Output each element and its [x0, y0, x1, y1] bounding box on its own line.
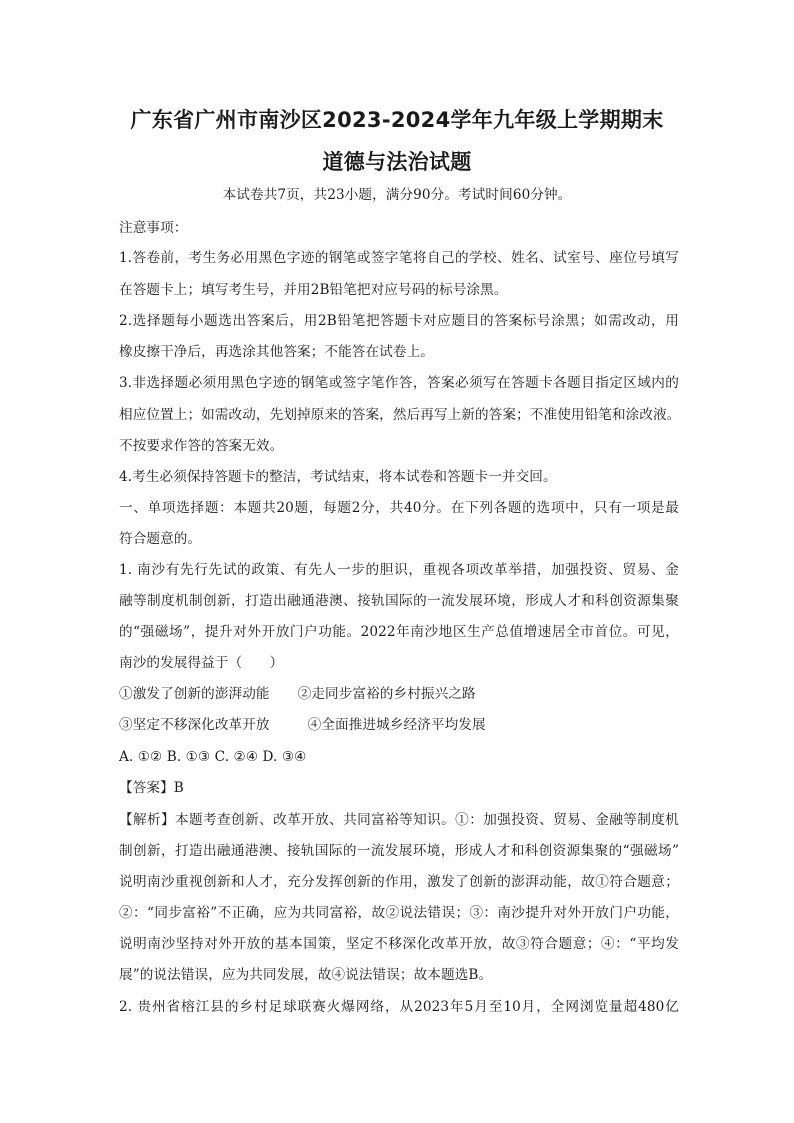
- exam-info: 本试卷共7页，共23小题，满分90分。考试时间60分钟。: [222, 187, 572, 203]
- analysis-line: 说明南沙重视创新和人才，充分发挥创新的作用，激发了创新的澎湃动能，故①符合题意；: [119, 874, 679, 890]
- notice-line: 1.答卷前，考生务必用黑色字迹的钢笔或签字笔将自己的学校、姓名、试室号、座位号填写: [119, 250, 679, 266]
- answer-value: B: [173, 780, 184, 796]
- analysis-line: 【解析】本题考查创新、改革开放、共同富裕等知识。①：加强投资、贸易、金融等制度机: [119, 812, 679, 828]
- option-2: ②走同步富裕的乡村振兴之路: [297, 686, 476, 702]
- option-1: ①激发了创新的澎湃动能: [119, 686, 270, 702]
- section-heading: 一、单项选择题：本题共20题，每题2分，共40分。在下列各题的选项中，只有一项是最: [119, 500, 679, 516]
- question-stem: 融等制度机制创新，打造出融通港澳、接轨国际的一流发展环境，形成人才和科创资源集聚: [119, 593, 679, 609]
- notice-line: 橡皮擦干净后，再选涂其他答案；不能答在试卷上。: [119, 344, 434, 360]
- analysis-line: ②：“同步富裕”不正确，应为共同富裕，故②说法错误；③：南沙提升对外开放门户功能，: [119, 905, 679, 921]
- question-stem: 2. 贵州省榕江县的乡村足球联赛火爆网络，从2023年5月至10月，全网浏览量超480亿: [119, 999, 679, 1015]
- analysis-line: 制创新，打造出融通港澳、接轨国际的一流发展环境，形成人才和科创资源集聚的“强磁场”: [119, 843, 679, 859]
- notice-heading: 注意事项：: [119, 220, 188, 236]
- question-stem: 南沙的发展得益于（ ）: [119, 655, 284, 671]
- option-row: [119, 684, 679, 704]
- notice-line: 4.考生必须保持答题卡的整洁，考试结束，将本试卷和答题卡一并交回。: [119, 469, 557, 485]
- analysis-line: 展”的说法错误，应为共同发展，故④说法错误；故本题选B。: [119, 967, 493, 983]
- notice-line: 相应位置上；如需改动，先划掉原来的答案，然后再写上新的答案；不准使用铅笔和涂改液。: [119, 407, 681, 423]
- notice-line: 不按要求作答的答案无效。: [119, 438, 284, 454]
- option-4: ④全面推进城乡经济平均发展: [307, 717, 486, 733]
- answer-choices: A. ①② B. ①③ C. ②④ D. ③④: [119, 749, 307, 765]
- analysis-line: 说明南沙坚持对外开放的基本国策，坚定不移深化改革开放，故③符合题意；④：“平均发: [119, 936, 679, 952]
- notice-line: 3.非选择题必须用黑色字迹的钢笔或签字笔作答，答案必须写在答题卡各题目指定区域内的: [119, 375, 679, 391]
- exam-title: 广东省广州市南沙区2023-2024学年九年级上学期期末: [130, 108, 664, 132]
- section-heading-cont: 符合题意的。: [119, 531, 202, 547]
- notice-line: 在答题卡上；填写考生号，并用2B铅笔把对应号码的标号涂黑。: [119, 282, 508, 298]
- notice-line: 2.选择题每小题选出答案后，用2B铅笔把答题卡对应题目的答案标号涂黑；如需改动，用: [119, 313, 679, 329]
- question-stem: 的“强磁场”，提升对外开放门户功能。2022年南沙地区生产总值增速居全市首位。可见，: [119, 624, 679, 640]
- exam-subtitle: 道德与法治试题: [322, 150, 472, 174]
- option-row: [119, 715, 679, 735]
- answer-label: 【答案】: [119, 780, 174, 796]
- question-stem: 1. 南沙有先行先试的政策、有先人一步的胆识，重视各项改革举措，加强投资、贸易、金: [119, 562, 679, 578]
- answer-line: [119, 778, 679, 798]
- option-3: ③坚定不移深化改革开放: [119, 717, 270, 733]
